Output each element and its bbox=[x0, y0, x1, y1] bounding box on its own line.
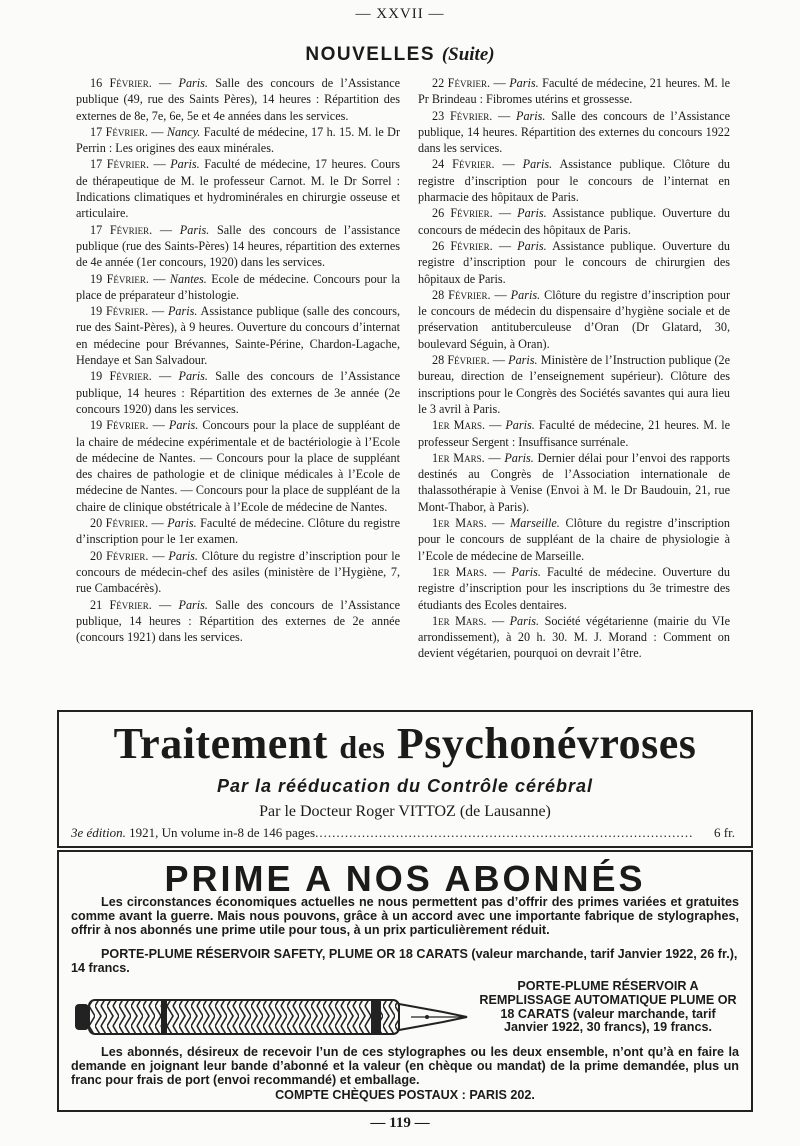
news-date: 19 Février. bbox=[90, 304, 149, 319]
news-item: 22 Février. — Paris. Faculté de médecine, 21 heures. M. le Pr Brindeau : Fibromes utérins et grossesse. bbox=[418, 76, 730, 107]
news-city: Paris. bbox=[178, 597, 208, 612]
news-date: 19 Février. bbox=[90, 369, 152, 384]
news-date: 1er Mars. bbox=[432, 613, 487, 628]
news-text: Salle des concours de l’Assistance publique, 14 heures : Répartition des externes de 2e année (concours 1921) dans les services. bbox=[76, 597, 401, 645]
news-text: Ecole de médecine. Concours pour la place de préparateur d’histologie. bbox=[76, 271, 401, 302]
news-text: Salle des concours de l’Assistance publique, 14 heures. Répartition des externes du concours 1922 dans les services. bbox=[418, 108, 731, 156]
news-item: 20 Février. — Paris. Clôture du registre d’inscription pour le concours de médecin-chef des asiles (ministère de l’Hygiène, 7, rue Cambacérès). bbox=[76, 548, 401, 596]
news-city: Paris. bbox=[168, 418, 199, 433]
news-text: Ministère de l’Instruction publique (2e bureau, direction de l’enseignement supérieur). Clôture des inscriptions pour le Congrès des Sociétés savantes qui aura lieu le 3 avril à Paris. bbox=[418, 353, 731, 416]
news-text: Faculté de médecine. Ouverture du registre d’inscription pour les inscriptions du 3e trimestre des étudiants des Ecoles dentaires. bbox=[418, 564, 730, 612]
news-text: Salle des concours de l’Assistance publique, 14 heures : Répartition des externes de 3e année (2e concours 1920) dans les services. bbox=[76, 369, 401, 416]
news-city: Paris. bbox=[508, 353, 538, 368]
news-city: Paris. bbox=[178, 369, 208, 384]
news-date: 26 Février. bbox=[432, 206, 493, 221]
news-city: Nancy. bbox=[166, 124, 201, 139]
news-item: 17 Février. — Nancy. Faculté de médecine, 17 h. 15. M. le Dr Perrin : Les origines des eaux minérales. bbox=[76, 124, 401, 156]
news-text: Salle des concours de l’Assistance publique (49, rue des Saints Pères), 14 heures : Répartition des externes de 8e, 7e, 6e, 5e et 4e années dans les services. bbox=[76, 76, 401, 123]
news-item: 1er Mars. — Marseille. Clôture du registre d’inscription pour le concours de suppléant de la chaire de physiologie à l’Ecole de médecine de Marseille. bbox=[418, 516, 730, 563]
news-city: Paris. bbox=[509, 613, 540, 628]
news-item: 1er Mars. — Paris. Faculté de médecine, 21 heures. M. le professeur Sergent : Insuffisance surrénale. bbox=[418, 418, 731, 449]
news-text: Dernier délai pour l’envoi des rapports destinés au Congrès de l’Association internationale de thalassothérapie à Venise (Envoi à M. le Dr Baudouin, 21, rue Mont-Thabor, à Paris). bbox=[418, 450, 730, 514]
news-item: 19 Février. — Paris. Concours pour la place de suppléant de la chaire de médecine expérimentale et de bactériologie à l’Ecole de médecine de Nantes. — Concours pour la place de suppléant des chaires de pathologie et de clinique médicales à l’Ecole de médecine de Nantes. — Concours pour la place de suppléant de la chaire de clinique obstétricale à l’Ecole de médecine de Nantes. bbox=[76, 418, 401, 514]
section-title bbox=[0, 44, 800, 66]
news-date: 19 Février. bbox=[90, 418, 149, 433]
news-text: Faculté de médecine. Clôture du registre d’inscription pour le 1er examen. bbox=[76, 516, 401, 547]
news-item: 17 Février. — Paris. Faculté de médecine, 17 heures. Cours de thérapeutique de M. le professeur Carnot. M. le Dr Sorrel : Indications climatiques et hydrominérales en chirurgie osseuse et articulaire. bbox=[76, 157, 401, 221]
news-text: Assistance publique (salle des concours, rue des Saint-Pères), à 9 heures. Ouverture du concours d’internat en médecine pour Brévannes, Sainte-Périne, Chardon-Lagache, Hendaye et San Salvadour. bbox=[76, 304, 401, 368]
news-text: Faculté de médecine, 21 heures. M. le Pr Brindeau : Fibromes utérins et grossesse. bbox=[418, 76, 730, 107]
news-text: Concours pour la place de suppléant de la chaire de médecine expérimentale et de bactériologie à l’Ecole de médecine de Nantes. — Concours pour la place de suppléant des chaires de pathologie et de clinique médicales à l’Ecole de médecine de Nantes. — Concours pour la place de suppléant de la chaire de clinique obstétricale à l’Ecole de médecine de Nantes. bbox=[76, 418, 401, 514]
news-item: 26 Février. — Paris. Assistance publique. Ouverture du concours de médecin des hôpitaux de Paris. bbox=[418, 206, 731, 237]
news-date: 16 Février. bbox=[90, 76, 152, 90]
news-text: Faculté de médecine, 17 h. 15. M. le Dr Perrin : Les origines des eaux minérales. bbox=[76, 124, 401, 156]
news-city: Paris. bbox=[178, 76, 208, 90]
news-date: 20 Février. bbox=[90, 516, 149, 531]
news-city: Paris. bbox=[511, 564, 541, 579]
premium-instructions bbox=[71, 1046, 739, 1087]
news-date: 26 Février. bbox=[432, 238, 493, 253]
news-city: Paris. bbox=[170, 157, 200, 172]
news-item: 19 Février. — Paris. Assistance publique (salle des concours, rue des Saint-Pères), à 9 heures. Ouverture du concours d’internat en médecine pour Brévannes, Sainte-Périne, Chardon-Lagache, Hendaye et San Salvadour. bbox=[76, 304, 401, 368]
news-item: 24 Février. — Paris. Assistance publique. Clôture du registre d’inscription pour le concours de l’internat en pharmacie des hôpitaux de Paris. bbox=[418, 157, 731, 205]
book-author: Par le Docteur Roger VITTOZ (de Lausanne) bbox=[259, 803, 551, 820]
news-date: 24 Février. bbox=[432, 157, 495, 172]
premium-instructions-text: Les abonnés, désireux de recevoir l’un de ces stylographes ou les deux ensemble, n’ont qu’à en faire la demande en joignant leur bande d’abonné et la valeur (en chèque ou mandat) de la prime demandée, plus un franc pour frais de port (envoi recommandé) et emballage. bbox=[71, 1045, 739, 1087]
news-date: 20 Février. bbox=[90, 548, 149, 563]
book-edition: 3e édition. bbox=[71, 825, 126, 840]
news-date: 1er Mars. bbox=[432, 418, 486, 433]
news-text: Assistance publique. Clôture du registre d’inscription pour le concours de l’internat en pharmacie des hôpitaux de Paris. bbox=[418, 157, 731, 205]
news-item: 28 Février. — Paris. Ministère de l’Instruction publique (2e bureau, direction de l’enseignement supérieur). Clôture des inscriptions pour le Congrès des Sociétés savantes qui aura lieu le 3 avril à Paris. bbox=[418, 353, 731, 416]
news-city: Paris. bbox=[517, 206, 547, 221]
premium-intro-text: Les circonstances économiques actuelles ne nous permettent pas d’offrir des primes variées et gratuites comme avant la guerre. Mais nous pouvons, grâce à un accord avec une importante fabrique de stylographes, offrir à nos abonnés une prime utile pour tous, à un prix particulièrement réduit. bbox=[71, 895, 739, 937]
news-item: 17 Février. — Paris. Salle des concours de l’assistance publique (rue des Saints-Pères) 14 heures, répartition des externes de 4e année (1er concours, 1920) dans les services. bbox=[76, 222, 401, 270]
news-item: 1er Mars. — Paris. Dernier délai pour l’envoi des rapports destinés au Congrès de l’Association internationale de thalassothérapie à Venise (Envoi à M. le Dr Baudouin, 21, rue Mont-Thabor, à Paris). bbox=[418, 450, 730, 514]
news-item: 19 Février. — Nantes. Ecole de médecine. Concours pour la place de préparateur d’histologie. bbox=[76, 271, 401, 302]
news-city: Paris. bbox=[167, 516, 197, 531]
left-column bbox=[76, 75, 400, 645]
news-text: Clôture du registre d’inscription pour le concours de médecin du dispensaire d’hygiène sociale et de préservation antituberculeuse d’Oran (Dr Glatard, 30, boulevard Séguin, à Oran). bbox=[418, 287, 731, 351]
news-date: 17 Février. bbox=[90, 124, 148, 139]
roman-page-number: — XXVII — bbox=[355, 6, 445, 22]
news-city: Paris. bbox=[510, 287, 541, 302]
news-item: 26 Février. — Paris. Assistance publique. Ouverture du registre d’inscription pour le concours de chirurgien des hôpitaux de Paris. bbox=[418, 238, 731, 286]
news-item: 23 Février. — Paris. Salle des concours de l’Assistance publique, 14 heures. Répartition des externes du concours 1922 dans les services. bbox=[418, 108, 731, 156]
news-date: 28 Février. bbox=[432, 353, 490, 368]
news-date: 1er Mars. bbox=[432, 450, 485, 465]
news-city: Paris. bbox=[517, 238, 547, 253]
news-date: 1er Mars. bbox=[432, 564, 488, 579]
book-title-part2: Psychonévroses bbox=[396, 719, 697, 768]
news-city: Paris. bbox=[505, 418, 535, 433]
news-text: Clôture du registre d’inscription pour le concours de médecin-chef des asiles (ministère de l’Hygiène, 7, rue Cambacérès). bbox=[76, 548, 401, 596]
premium-heading: PRIME A NOS ABONNÉS bbox=[164, 858, 646, 899]
premium-intro bbox=[71, 896, 739, 937]
section-title-suite: (Suite) bbox=[441, 44, 495, 65]
book-edition-line bbox=[71, 825, 741, 841]
news-text: Salle des concours de l’assistance publique (rue des Saints-Pères) 14 heures, répartition des externes de 4e année (1er concours, 1920) dans les services. bbox=[76, 222, 401, 270]
subscriber-premium-advertisement bbox=[57, 850, 753, 1112]
news-city: Paris. bbox=[504, 450, 534, 465]
news-text: Assistance publique. Ouverture du registre d’inscription pour le concours de chirurgien des hôpitaux de Paris. bbox=[418, 238, 731, 286]
news-text: Faculté de médecine, 17 heures. Cours de thérapeutique de M. le professeur Carnot. M. le Dr Sorrel : Indications climatiques et hydrominérales en chirurgie osseuse et articulaire. bbox=[76, 157, 401, 221]
news-city: Paris. bbox=[522, 157, 553, 172]
news-city: Paris. bbox=[167, 304, 198, 319]
news-item: 21 Février. — Paris. Salle des concours de l’Assistance publique, 14 heures : Répartition des externes de 2e année (concours 1921) dans les services. bbox=[76, 597, 401, 645]
book-title bbox=[59, 718, 751, 769]
news-item: 1er Mars. — Paris. Faculté de médecine. Ouverture du registre d’inscription pour les inscriptions du 3e trimestre des étudiants des Ecoles dentaires. bbox=[418, 564, 730, 612]
news-date: 23 Février. bbox=[432, 108, 493, 123]
book-title-part1: Traitement bbox=[113, 719, 328, 768]
book-advertisement bbox=[57, 710, 753, 848]
news-city: Paris. bbox=[168, 548, 198, 563]
news-item: 19 Février. — Paris. Salle des concours de l’Assistance publique, 14 heures : Répartition des externes de 3e année (2e concours 1920) dans les services. bbox=[76, 369, 401, 416]
book-subtitle: Par la rééducation du Contrôle cérébral bbox=[216, 776, 594, 796]
news-city: Nantes. bbox=[169, 271, 207, 286]
news-date: 28 Février. bbox=[432, 287, 491, 302]
book-price: 6 fr. bbox=[714, 825, 735, 840]
fountain-pen-illustration bbox=[71, 986, 471, 1046]
news-text: Clôture du registre d’inscription pour le concours de suppléant de la chaire de physiologie à l’Ecole de médecine de Marseille. bbox=[418, 516, 730, 563]
news-date: 17 Février. bbox=[90, 157, 150, 172]
news-text: Société végétarienne (mairie du VIe arrondissement), à 20 h. 30. M. J. Morand : Comment on devient végétarien, pourquoi on devrait l’être. bbox=[418, 613, 731, 661]
news-date: 1er Mars. bbox=[432, 516, 487, 531]
page-number: — 119 — bbox=[370, 1115, 430, 1131]
news-date: 22 Février. bbox=[432, 76, 491, 90]
book-details: 1921, Un volume in-8 de 146 pages bbox=[129, 825, 316, 840]
news-city: Paris. bbox=[179, 222, 210, 237]
leader-dots: ......................................................................................... bbox=[315, 825, 694, 840]
postal-account: COMPTE CHÈQUES POSTAUX : PARIS 202. bbox=[275, 1088, 535, 1102]
news-item: 20 Février. — Paris. Faculté de médecine. Clôture du registre d’inscription pour le 1er examen. bbox=[76, 516, 401, 547]
news-city: Paris. bbox=[509, 76, 539, 90]
news-city: Paris. bbox=[516, 108, 546, 123]
news-date: 17 Février. bbox=[90, 222, 153, 237]
book-title-des: des bbox=[339, 729, 386, 765]
section-title-text: NOUVELLES bbox=[305, 44, 436, 65]
news-city: Marseille. bbox=[510, 516, 560, 531]
news-text: Faculté de médecine, 21 heures. M. le professeur Sergent : Insuffisance surrénale. bbox=[418, 418, 731, 449]
premium-offer-safety-text: PORTE-PLUME RÉSERVOIR SAFETY, PLUME OR 18 CARATS (valeur marchande, tarif Janvier 1922, 26 fr.), 14 francs. bbox=[71, 947, 738, 975]
news-date: 21 Février. bbox=[90, 597, 152, 612]
news-item: 28 Février. — Paris. Clôture du registre d’inscription pour le concours de médecin du dispensaire d’hygiène sociale et de préservation antituberculeuse d’Oran (Dr Glatard, 30, boulevard Séguin, à Oran). bbox=[418, 287, 731, 351]
news-text: Assistance publique. Ouverture du concours de médecin des hôpitaux de Paris. bbox=[418, 206, 731, 237]
news-date: 19 Février. bbox=[90, 271, 149, 286]
news-item: 16 Février. — Paris. Salle des concours de l’Assistance publique (49, rue des Saints Pères), 14 heures : Répartition des externes de 8e, 7e, 6e, 5e et 4e années dans les services. bbox=[76, 76, 401, 123]
right-column bbox=[418, 75, 730, 662]
premium-offer-safety bbox=[71, 948, 739, 976]
news-item: 1er Mars. — Paris. Société végétarienne (mairie du VIe arrondissement), à 20 h. 30. M. J. Morand : Comment on devient végétarien, pourquoi on devrait l’être. bbox=[418, 613, 731, 661]
premium-offer-automatic: PORTE-PLUME RÉSERVOIR A REMPLISSAGE AUTOMATIQUE PLUME OR 18 CARATS (valeur marchande, tarif Janvier 1922, 30 francs), 19 francs. bbox=[479, 979, 737, 1035]
